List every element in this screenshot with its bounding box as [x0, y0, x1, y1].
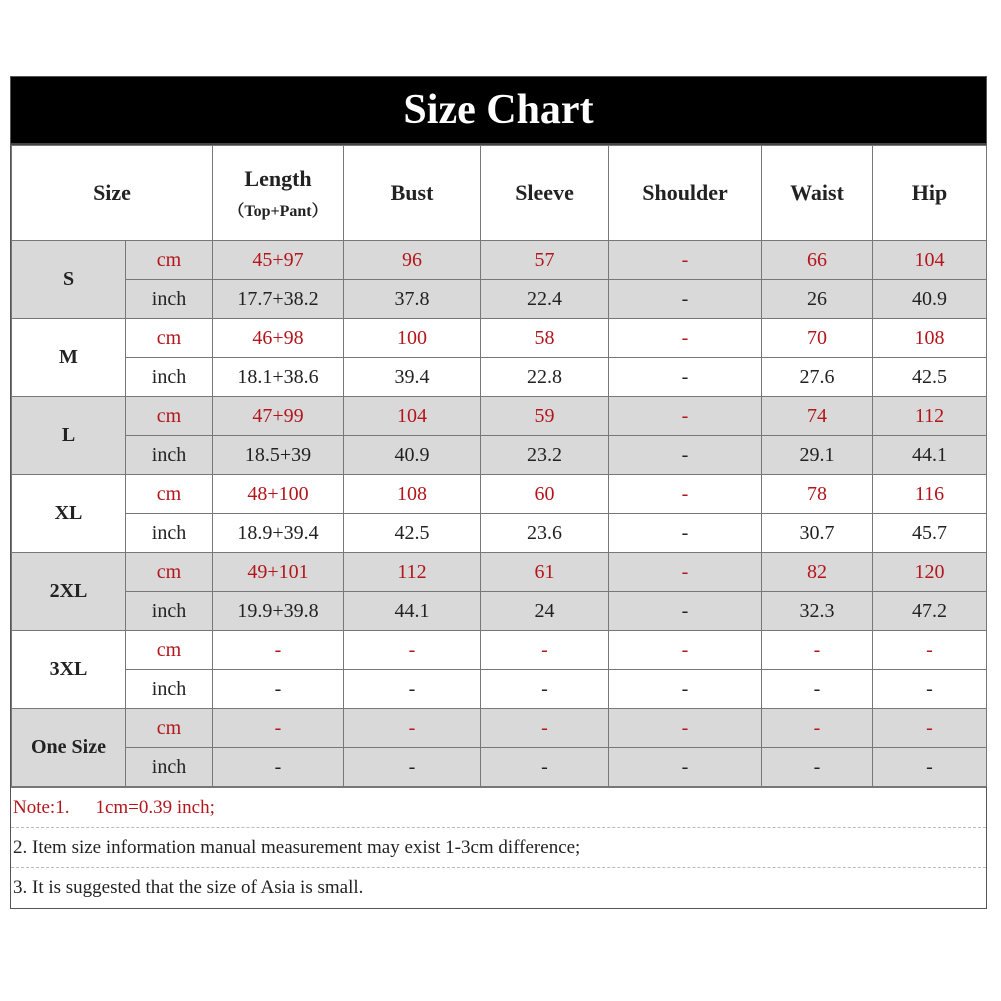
- table-row: [12, 358, 987, 397]
- hip-cell: 120: [873, 553, 987, 592]
- length-cell: -: [213, 631, 344, 670]
- shoulder-cell: -: [609, 280, 762, 319]
- bust-cell: 37.8: [344, 280, 481, 319]
- table-row: [12, 241, 987, 280]
- sleeve-cell: 61: [481, 553, 609, 592]
- unit-label: cm: [126, 319, 213, 358]
- shoulder-cell: -: [609, 436, 762, 475]
- sleeve-cell: -: [481, 670, 609, 709]
- sleeve-cell: 22.4: [481, 280, 609, 319]
- sleeve-cell: 60: [481, 475, 609, 514]
- note-1-value: 1cm=0.39 inch;: [95, 796, 215, 818]
- size-label: 2XL: [12, 553, 126, 631]
- note-1-prefix: Note:1.: [13, 796, 70, 818]
- hip-cell: -: [873, 670, 987, 709]
- header-length: [213, 146, 344, 241]
- header-length-sub: （Top+Pant）: [228, 202, 328, 220]
- table-row: [12, 553, 987, 592]
- hip-cell: 42.5: [873, 358, 987, 397]
- note-1: [11, 788, 986, 828]
- header-bust: Bust: [344, 146, 481, 241]
- note-2: 2. Item size information manual measurement may exist 1-3cm difference;: [11, 828, 986, 868]
- size-label: S: [12, 241, 126, 319]
- notes: [11, 787, 986, 908]
- bust-cell: 40.9: [344, 436, 481, 475]
- header-size: Size: [12, 146, 213, 241]
- hip-cell: 40.9: [873, 280, 987, 319]
- length-cell: -: [213, 709, 344, 748]
- hip-cell: 104: [873, 241, 987, 280]
- hip-cell: 108: [873, 319, 987, 358]
- sleeve-cell: 24: [481, 592, 609, 631]
- table-row: [12, 631, 987, 670]
- bust-cell: -: [344, 670, 481, 709]
- waist-cell: -: [762, 748, 873, 787]
- hip-cell: 45.7: [873, 514, 987, 553]
- length-cell: 18.9+39.4: [213, 514, 344, 553]
- length-cell: 19.9+39.8: [213, 592, 344, 631]
- header-length-label: Length: [244, 165, 312, 191]
- length-cell: 46+98: [213, 319, 344, 358]
- sleeve-cell: -: [481, 709, 609, 748]
- unit-label: cm: [126, 475, 213, 514]
- waist-cell: 29.1: [762, 436, 873, 475]
- waist-cell: 26: [762, 280, 873, 319]
- bust-cell: 39.4: [344, 358, 481, 397]
- shoulder-cell: -: [609, 475, 762, 514]
- bust-cell: 96: [344, 241, 481, 280]
- shoulder-cell: -: [609, 358, 762, 397]
- unit-label: inch: [126, 280, 213, 319]
- table-row: [12, 436, 987, 475]
- header-row: [12, 146, 987, 241]
- header-waist: Waist: [762, 146, 873, 241]
- length-cell: 47+99: [213, 397, 344, 436]
- table-row: [12, 397, 987, 436]
- size-table-body: [12, 241, 987, 787]
- waist-cell: -: [762, 670, 873, 709]
- waist-cell: -: [762, 709, 873, 748]
- shoulder-cell: -: [609, 553, 762, 592]
- unit-label: inch: [126, 436, 213, 475]
- shoulder-cell: -: [609, 748, 762, 787]
- bust-cell: 42.5: [344, 514, 481, 553]
- size-label: XL: [12, 475, 126, 553]
- bust-cell: 44.1: [344, 592, 481, 631]
- unit-label: cm: [126, 241, 213, 280]
- hip-cell: -: [873, 748, 987, 787]
- table-row: [12, 748, 987, 787]
- hip-cell: 116: [873, 475, 987, 514]
- waist-cell: 32.3: [762, 592, 873, 631]
- table-row: [12, 670, 987, 709]
- shoulder-cell: -: [609, 397, 762, 436]
- waist-cell: 82: [762, 553, 873, 592]
- unit-label: inch: [126, 592, 213, 631]
- bust-cell: 112: [344, 553, 481, 592]
- length-cell: 48+100: [213, 475, 344, 514]
- length-cell: -: [213, 748, 344, 787]
- header-shoulder: Shoulder: [609, 146, 762, 241]
- shoulder-cell: -: [609, 319, 762, 358]
- waist-cell: 27.6: [762, 358, 873, 397]
- unit-label: cm: [126, 553, 213, 592]
- unit-label: inch: [126, 514, 213, 553]
- bust-cell: 104: [344, 397, 481, 436]
- waist-cell: 66: [762, 241, 873, 280]
- header-hip: Hip: [873, 146, 987, 241]
- length-cell: 18.1+38.6: [213, 358, 344, 397]
- unit-label: inch: [126, 670, 213, 709]
- shoulder-cell: -: [609, 514, 762, 553]
- unit-label: cm: [126, 397, 213, 436]
- length-cell: 18.5+39: [213, 436, 344, 475]
- size-label: L: [12, 397, 126, 475]
- hip-cell: 44.1: [873, 436, 987, 475]
- shoulder-cell: -: [609, 670, 762, 709]
- hip-cell: 47.2: [873, 592, 987, 631]
- sleeve-cell: -: [481, 631, 609, 670]
- bust-cell: -: [344, 748, 481, 787]
- sleeve-cell: 23.6: [481, 514, 609, 553]
- size-chart: [10, 76, 987, 909]
- table-row: [12, 592, 987, 631]
- hip-cell: -: [873, 631, 987, 670]
- size-label: 3XL: [12, 631, 126, 709]
- unit-label: inch: [126, 748, 213, 787]
- table-row: [12, 319, 987, 358]
- table-row: [12, 514, 987, 553]
- sleeve-cell: 22.8: [481, 358, 609, 397]
- bust-cell: 100: [344, 319, 481, 358]
- size-label: One Size: [12, 709, 126, 787]
- length-cell: 17.7+38.2: [213, 280, 344, 319]
- bust-cell: -: [344, 631, 481, 670]
- sleeve-cell: -: [481, 748, 609, 787]
- shoulder-cell: -: [609, 241, 762, 280]
- sleeve-cell: 57: [481, 241, 609, 280]
- table-row: [12, 475, 987, 514]
- shoulder-cell: -: [609, 592, 762, 631]
- length-cell: -: [213, 670, 344, 709]
- waist-cell: 70: [762, 319, 873, 358]
- hip-cell: -: [873, 709, 987, 748]
- sleeve-cell: 59: [481, 397, 609, 436]
- unit-label: inch: [126, 358, 213, 397]
- hip-cell: 112: [873, 397, 987, 436]
- unit-label: cm: [126, 709, 213, 748]
- length-cell: 49+101: [213, 553, 344, 592]
- chart-title: Size Chart: [11, 77, 986, 145]
- size-table: [11, 145, 987, 787]
- waist-cell: -: [762, 631, 873, 670]
- waist-cell: 30.7: [762, 514, 873, 553]
- shoulder-cell: -: [609, 709, 762, 748]
- sleeve-cell: 23.2: [481, 436, 609, 475]
- unit-label: cm: [126, 631, 213, 670]
- note-3: 3. It is suggested that the size of Asia is small.: [13, 877, 364, 898]
- length-cell: 45+97: [213, 241, 344, 280]
- waist-cell: 78: [762, 475, 873, 514]
- table-row: [12, 280, 987, 319]
- waist-cell: 74: [762, 397, 873, 436]
- sleeve-cell: 58: [481, 319, 609, 358]
- shoulder-cell: -: [609, 631, 762, 670]
- bust-cell: -: [344, 709, 481, 748]
- size-label: M: [12, 319, 126, 397]
- bust-cell: 108: [344, 475, 481, 514]
- table-row: [12, 709, 987, 748]
- header-sleeve: Sleeve: [481, 146, 609, 241]
